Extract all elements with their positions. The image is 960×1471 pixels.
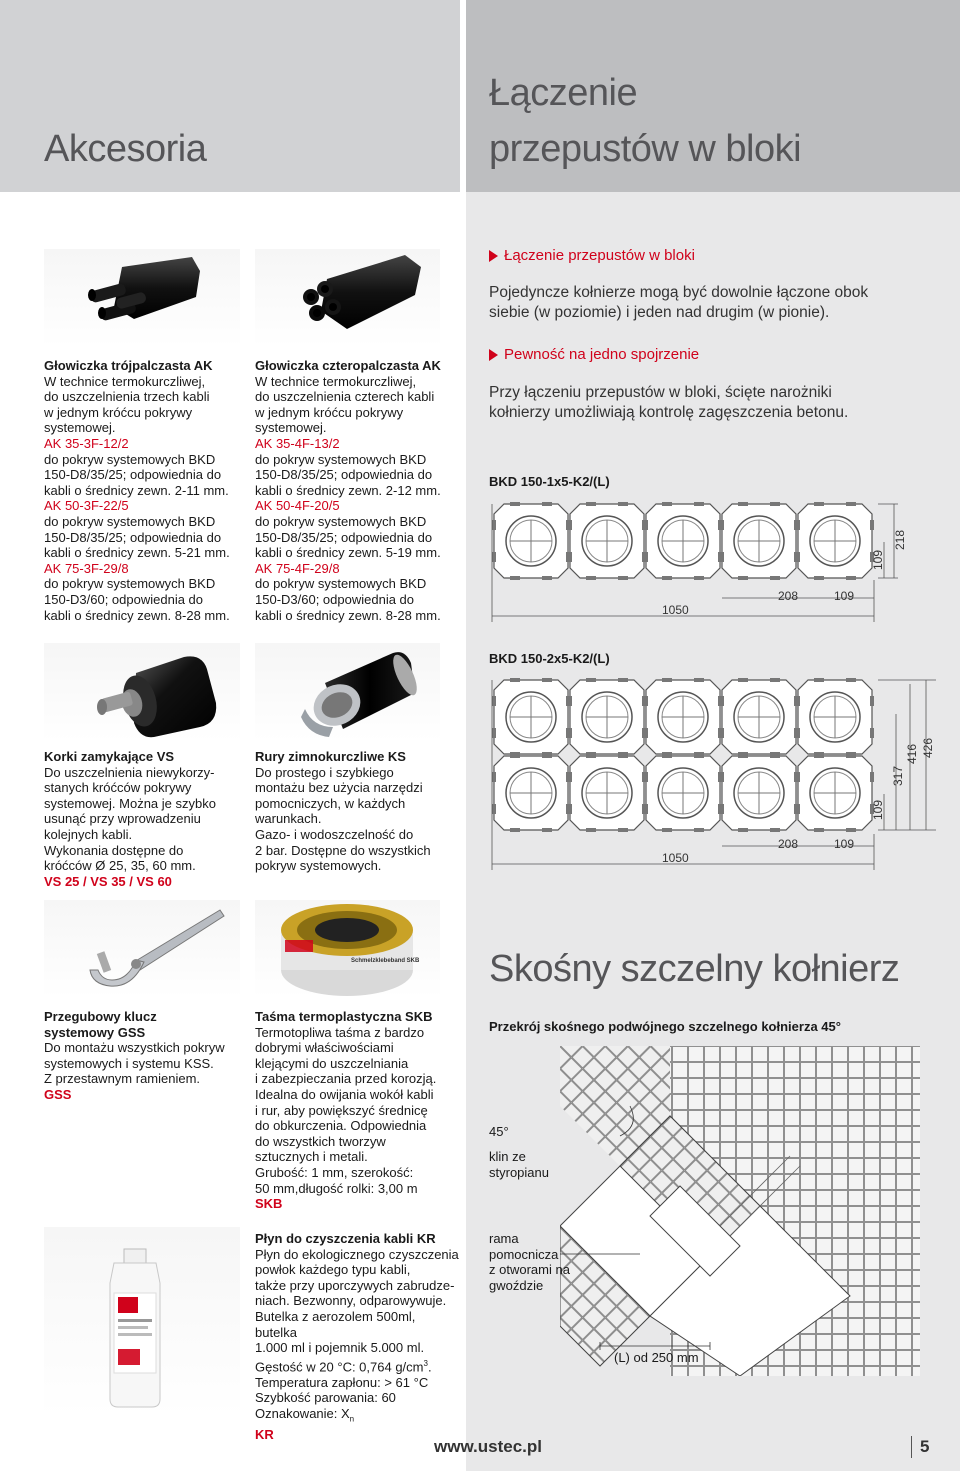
variant-line: do pokryw systemowych BKD bbox=[255, 513, 427, 529]
photo-korki bbox=[44, 643, 240, 741]
plug-vs-image bbox=[44, 643, 240, 741]
product-title-line1: Przegubowy klucz bbox=[44, 1009, 157, 1024]
desc-line: Temperatura zapłonu: > 61 °C bbox=[255, 1374, 429, 1390]
page-title-akcesoria: Akcesoria bbox=[44, 128, 207, 170]
desc-line: Gęstość w 20 °C: 0,764 $g/cm^3$. bbox=[255, 1358, 432, 1375]
bottle-kr-image bbox=[44, 1227, 240, 1417]
dim-pitch: 208 bbox=[778, 837, 799, 851]
footer-url[interactable]: www.ustec.pl bbox=[434, 1437, 543, 1456]
section-head-pewnosc bbox=[489, 346, 699, 363]
desc-line: Do uszczelnienia niewykorzy- bbox=[44, 764, 215, 780]
dim-v2: 317 bbox=[891, 765, 905, 786]
desc-line: w jednym króćcu pokrywy bbox=[255, 404, 404, 420]
tape-roll-skb-image bbox=[255, 900, 440, 998]
photo-rury bbox=[255, 643, 440, 741]
cap-four-finger-image bbox=[255, 249, 440, 347]
footer-divider bbox=[911, 1436, 912, 1458]
variant-code: AK 35-4F-13/2 bbox=[255, 435, 340, 451]
desc-line: także przy uporczywych zabrudze- bbox=[255, 1277, 455, 1293]
label-line: styropianu bbox=[489, 1164, 549, 1180]
desc-line: Z przestawnym ramieniem. bbox=[44, 1071, 201, 1087]
product-title: Rury zimnokurczliwe KS bbox=[255, 749, 406, 764]
desc-line: 1.000 ml i pojemnik 5.000 ml. bbox=[255, 1340, 425, 1356]
photo-klucz bbox=[44, 900, 240, 998]
dim-width: 1050 bbox=[662, 603, 689, 617]
variant-line: kabli o średnicy zewn. 8-28 mm. bbox=[44, 607, 230, 623]
desc-line: systemowej. bbox=[44, 420, 116, 436]
dim-gap: 109 bbox=[834, 837, 855, 851]
desc-line: Płyn do ekologicznego czyszczenia bbox=[255, 1246, 459, 1262]
section-text-pewnosc bbox=[489, 383, 949, 423]
desc-line: do uszczelnienia czterech kabli bbox=[255, 389, 435, 405]
desc-line: 50 mm,długość rolki: 3,00 m bbox=[255, 1180, 418, 1196]
desc-line: i zabezpieczania przed korozją. bbox=[255, 1071, 437, 1087]
photo-plyn bbox=[44, 1227, 240, 1417]
desc-line: systemowej. Można je szybko bbox=[44, 795, 216, 811]
photo-tasma bbox=[255, 900, 440, 998]
photo-czteropalczasta bbox=[255, 249, 440, 347]
product-plyn bbox=[255, 1231, 460, 1443]
desc-line: Termotopliwa taśma z bardzo bbox=[255, 1024, 425, 1040]
variant-line: do pokryw systemowych BKD bbox=[44, 451, 216, 467]
text-line: Pojedyncze kołnierze mogą być dowolnie łączone obok bbox=[489, 284, 869, 301]
variant-line: 150-D8/35/25; odpowiednia do bbox=[44, 529, 222, 545]
variant-line: 150-D3/60; odpowiednia do bbox=[255, 591, 415, 607]
desc-line: w jednym króćcu pokrywy bbox=[44, 404, 193, 420]
label-45: 45° bbox=[489, 1124, 509, 1139]
cold-shrink-tube-image bbox=[255, 643, 440, 741]
desc-line: do obkurczenia. Odpowiednia bbox=[255, 1118, 427, 1134]
variant-code: AK 75-3F-29/8 bbox=[44, 560, 129, 576]
desc-line: systemowej. bbox=[255, 420, 327, 436]
product-title: Taśma termoplastyczna SKB bbox=[255, 1009, 433, 1024]
desc-line: Szybkość parowania: 60 bbox=[255, 1390, 396, 1406]
marking-text: Oznakowanie: X bbox=[255, 1405, 350, 1421]
variant-line: do pokryw systemowych BKD bbox=[255, 576, 427, 592]
variant-code: AK 50-4F-20/5 bbox=[255, 498, 340, 514]
variant-code: KR bbox=[255, 1427, 274, 1443]
variant-line: do pokryw systemowych BKD bbox=[44, 513, 216, 529]
desc-line: do wszystkich tworzyw bbox=[255, 1133, 386, 1149]
label-klin bbox=[489, 1149, 549, 1180]
desc-line: usunąć przy wprowadzeniu bbox=[44, 811, 201, 827]
desc-line: W technice termokurczliwej, bbox=[44, 373, 206, 389]
text-line: Przy łączeniu przepustów w bloki, ścięte narożniki bbox=[489, 384, 832, 401]
variant-line: kabli o średnicy zewn. 8-28 mm. bbox=[255, 607, 441, 623]
diagram1-label: BKD 150-1x5-K2/(L) bbox=[489, 474, 610, 489]
desc-line: klejącymi do uszczelniania bbox=[255, 1055, 409, 1071]
product-title: Płyn do czyszczenia kabli KR bbox=[255, 1231, 436, 1246]
desc-line: powłok każdego typu kabli, bbox=[255, 1262, 411, 1278]
dim-v3: 416 bbox=[905, 743, 919, 764]
desc-line: sztucznych i metali. bbox=[255, 1149, 368, 1165]
product-tasma bbox=[255, 1009, 460, 1212]
label-line: gwoździe bbox=[489, 1277, 544, 1293]
desc-line: Grubość: 1 mm, szerokość: bbox=[255, 1164, 414, 1180]
product-trojpalczasta bbox=[44, 358, 254, 623]
desc-line: kolejnych kabli. bbox=[44, 826, 133, 842]
variant-line: kabli o średnicy zewn. 5-19 mm. bbox=[255, 545, 441, 561]
variant-code: AK 75-4F-29/8 bbox=[255, 560, 340, 576]
text-line: siebie (w poziomie) i jeden nad drugim (w pionie). bbox=[489, 304, 830, 321]
desc-line: warunkach. bbox=[255, 811, 322, 827]
desc-line: dobrymi właściwościami bbox=[255, 1040, 394, 1056]
triangle-bullet-icon bbox=[489, 349, 498, 361]
variant-line: 150-D3/60; odpowiednia do bbox=[44, 591, 204, 607]
desc-line: Idealna do owijania wokół kabli bbox=[255, 1086, 434, 1102]
dim-width: 1050 bbox=[662, 851, 689, 865]
dim-v1: 109 bbox=[871, 799, 885, 820]
variant-code: AK 50-3F-22/5 bbox=[44, 498, 129, 514]
section-head-text: Pewność na jedno spojrzenie bbox=[504, 346, 700, 363]
desc-line: Do prostego i szybkiego bbox=[255, 764, 394, 780]
product-korki bbox=[44, 749, 254, 889]
label-line: z otworami na bbox=[489, 1262, 570, 1278]
page-title-laczenie-line2: przepustów w bloki bbox=[489, 128, 802, 170]
section-text-laczenie bbox=[489, 283, 949, 323]
desc-line: króćców Ø 25, 35, 60 mm. bbox=[44, 858, 196, 874]
photo-trojpalczasta bbox=[44, 249, 240, 347]
desc-line: i rur, aby powiększyć średnicę bbox=[255, 1102, 428, 1118]
desc-line: Do montażu wszystkich pokryw bbox=[44, 1040, 225, 1056]
desc-line: niach. Bezwonny, odparowywuje. bbox=[255, 1293, 447, 1309]
density-sup: 3 bbox=[423, 1358, 428, 1368]
variant-line: 150-D8/35/25; odpowiednia do bbox=[255, 529, 433, 545]
desc-line: Gazo- i wodoszczelność do bbox=[255, 826, 414, 842]
wrench-gss-image bbox=[44, 900, 240, 998]
label-line: rama bbox=[489, 1231, 519, 1246]
diagram2-label: BKD 150-2x5-K2/(L) bbox=[489, 651, 610, 666]
page-title-laczenie-line1: Łączenie bbox=[489, 72, 638, 114]
desc-line: pokryw systemowych. bbox=[255, 858, 382, 874]
column-gutter bbox=[460, 0, 466, 1471]
product-klucz bbox=[44, 1009, 254, 1103]
dim-v2: 218 bbox=[893, 529, 907, 550]
triangle-bullet-icon bbox=[489, 250, 498, 262]
product-rury bbox=[255, 749, 460, 874]
cap-three-finger-image bbox=[44, 249, 240, 347]
desc-line: montażu bez użycia narzędzi bbox=[255, 780, 423, 796]
variant-line: kabli o średnicy zewn. 2-12 mm. bbox=[255, 482, 441, 498]
page-number: 5 bbox=[920, 1437, 930, 1456]
variant-code: GSS bbox=[44, 1086, 72, 1102]
product-czteropalczasta bbox=[255, 358, 460, 623]
dim-v1: 109 bbox=[871, 549, 885, 570]
label-line: klin ze bbox=[489, 1149, 526, 1164]
product-title: Korki zamykające VS bbox=[44, 749, 175, 764]
text-line: kołnierzy umożliwiają kontrolę zagęszczenia betonu. bbox=[489, 404, 849, 421]
section-head-text: Łączenie przepustów w bloki bbox=[504, 247, 695, 264]
desc-line: pomocniczych, w każdych bbox=[255, 795, 406, 811]
marking-sub: n bbox=[349, 1414, 355, 1424]
dim-pitch: 208 bbox=[778, 589, 799, 603]
variant-code: AK 35-3F-12/2 bbox=[44, 435, 129, 451]
diagram-bkd-1x5 bbox=[486, 498, 926, 628]
diagram-bkd-2x5 bbox=[486, 674, 946, 879]
section-head-laczenie bbox=[489, 247, 695, 264]
skos-title: Skośny szczelny kołnierz bbox=[489, 948, 900, 990]
label-line: pomocnicza bbox=[489, 1246, 559, 1262]
desc-line bbox=[255, 1406, 460, 1427]
desc-line: do uszczelnienia trzech kabli bbox=[44, 389, 210, 405]
variant-line: 150-D8/35/25; odpowiednia do bbox=[44, 467, 222, 483]
variant-line: do pokryw systemowych BKD bbox=[44, 576, 216, 592]
desc-line: W technice termokurczliwej, bbox=[255, 373, 417, 389]
variant-line: do pokryw systemowych BKD bbox=[255, 451, 427, 467]
tape-label: Schmelzklebeband SKB bbox=[351, 958, 420, 964]
variant-line: kabli o średnicy zewn. 2-11 mm. bbox=[44, 482, 229, 498]
desc-line: 2 bar. Dostępne do wszystkich bbox=[255, 842, 431, 858]
cross-section-diagram bbox=[560, 1046, 920, 1376]
dim-v4: 426 bbox=[921, 737, 935, 758]
variant-code: VS 25 / VS 35 / VS 60 bbox=[44, 873, 172, 889]
label-rama bbox=[489, 1231, 570, 1293]
skos-subtitle: Przekrój skośnego podwójnego szczelnego kołnierza 45° bbox=[489, 1019, 841, 1034]
desc-line: Wykonania dostępne do bbox=[44, 842, 184, 858]
product-title-line2: systemowy GSS bbox=[44, 1024, 146, 1040]
desc-line: systemowych i systemu KSS. bbox=[44, 1055, 214, 1071]
variant-code: SKB bbox=[255, 1196, 283, 1212]
dim-gap: 109 bbox=[834, 589, 855, 603]
label-L: (L) od 250 mm bbox=[614, 1350, 699, 1365]
variant-line: kabli o średnicy zewn. 5-21 mm. bbox=[44, 545, 230, 561]
product-title: Głowiczka trójpalczasta AK bbox=[44, 358, 213, 373]
variant-line: 150-D8/35/25; odpowiednia do bbox=[255, 467, 433, 483]
density-text: Gęstość w 20 °C: 0,764 g/cm bbox=[255, 1359, 424, 1375]
desc-line: stanych króćców pokrywy bbox=[44, 780, 192, 796]
product-title: Głowiczka czteropalczasta AK bbox=[255, 358, 441, 373]
desc-line: Butelka z aerozolem 500ml, butelka bbox=[255, 1308, 416, 1340]
